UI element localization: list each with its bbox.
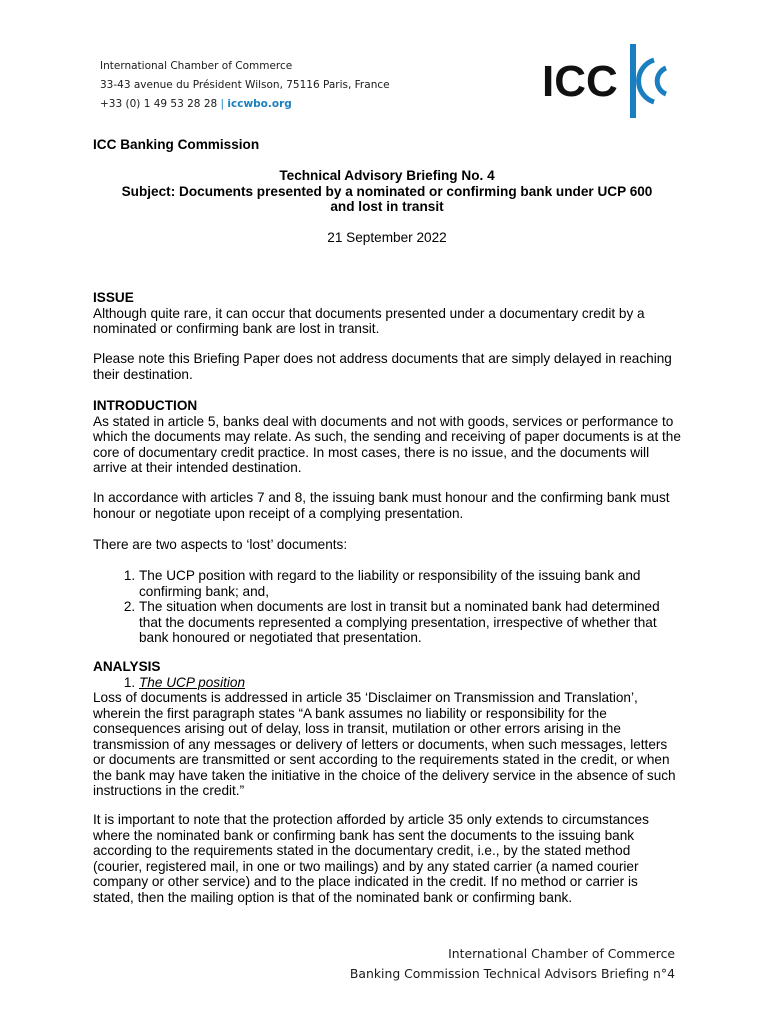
introduction-paragraph-3: There are two aspects to ‘lost’ documents: bbox=[93, 537, 348, 552]
analysis-subheading-text: The UCP position bbox=[139, 674, 246, 690]
issue-section bbox=[93, 290, 681, 337]
icc-logo-wordmark: ICC bbox=[542, 57, 618, 106]
introduction-section bbox=[93, 398, 681, 476]
analysis-paragraph-2-block bbox=[93, 812, 681, 905]
org-address: 33-43 avenue du Président Wilson, 75116 Paris, France bbox=[100, 79, 390, 91]
letterhead-address bbox=[100, 57, 390, 114]
org-phone: +33 (0) 1 49 53 28 28 bbox=[100, 98, 218, 110]
briefing-title bbox=[93, 168, 681, 215]
issue-paragraph-1: Although quite rare, it can occur that documents presented under a documentary credit by a nominated or confirming bank are lost in transit. bbox=[93, 305, 645, 336]
list-item: 2. The situation when documents are lost in transit but a nominated bank had determined that the documents represented a complying presentation, irrespective of whether that bank honoured or negotiated that presentation. bbox=[139, 599, 681, 646]
title-line-1: Technical Advisory Briefing No. 4 bbox=[279, 168, 495, 183]
org-website-link[interactable]: iccwbo.org bbox=[227, 98, 292, 110]
introduction-paragraph-2: In accordance with articles 7 and 8, the issuing bank must honour and the confirming bank must honour or negotiate upon receipt of a complying presentation. bbox=[93, 490, 670, 521]
title-line-3: and lost in transit bbox=[330, 199, 444, 214]
org-name: International Chamber of Commerce bbox=[100, 60, 293, 72]
lost-documents-list-block bbox=[93, 568, 681, 646]
footer-line-1: International Chamber of Commerce bbox=[448, 946, 675, 961]
issue-heading: ISSUE bbox=[93, 290, 134, 305]
lost-documents-list bbox=[93, 568, 681, 646]
issue-paragraph-2-block bbox=[93, 351, 681, 382]
analysis-heading: ANALYSIS bbox=[93, 659, 161, 674]
icc-logo-arc-inner bbox=[657, 68, 666, 94]
commission-name: ICC Banking Commission bbox=[93, 137, 260, 152]
introduction-heading: INTRODUCTION bbox=[93, 398, 198, 413]
icc-logo-arc-outer bbox=[639, 60, 654, 102]
briefing-date: 21 September 2022 bbox=[327, 230, 447, 245]
page-footer bbox=[350, 944, 675, 984]
analysis-section bbox=[93, 659, 681, 799]
introduction-paragraph-1: As stated in article 5, banks deal with documents and not with goods, services or performance to which the documents may relate. As such, the sending and receiving of paper documents is at the core of documentary credit practice. In most cases, there is no issue, and the documents will arrive at their intended destination. bbox=[93, 413, 681, 475]
footer-line-2: Banking Commission Technical Advisors Briefing n°4 bbox=[349, 966, 675, 981]
icc-logo bbox=[542, 42, 677, 120]
introduction-paragraph-2-block bbox=[93, 490, 681, 521]
analysis-subheading bbox=[139, 675, 681, 691]
analysis-paragraph-2: It is important to note that the protection afforded by article 35 only extends to circumstances where the nominated bank or confirming bank has sent the documents to the issuing bank according to the requirements stated in the documentary credit, i.e., by the stated method (courier, registered mail, in one or two mailings) and by any stated carrier (a named courier company or other service) and to the place indicated in the credit. If no method or carrier is stated, then the mailing option is that of the nominated bank or confirming bank. bbox=[93, 812, 649, 905]
analysis-subsection-list bbox=[93, 675, 681, 691]
issue-paragraph-2: Please note this Briefing Paper does not address documents that are simply delayed in reaching their destination. bbox=[93, 351, 672, 382]
org-contact bbox=[100, 95, 390, 114]
title-line-2: Subject: Documents presented by a nominated or confirming bank under UCP 600 bbox=[121, 183, 653, 199]
icc-logo-bar bbox=[630, 44, 636, 118]
analysis-paragraph-1: Loss of documents is addressed in article 35 ‘Disclaimer on Transmission and Translation’, wherein the first paragraph states “A bank assumes no liability or responsibility for the consequences arising out of delay, loss in transit, mutilation or other errors arising in the transmission of any messages or delivery of letters or documents, when such messages, letters or documents are transmitted or sent according to the requirements stated in the credit, or when the bank may have taken the initiative in the choice of the delivery service in the absence of such instructions in the credit.” bbox=[93, 690, 676, 798]
introduction-paragraph-3-block bbox=[93, 537, 681, 553]
list-item: 1. The UCP position with regard to the liability or responsibility of the issuing bank and confirming bank; and, bbox=[139, 568, 681, 599]
contact-separator: | bbox=[220, 98, 225, 110]
